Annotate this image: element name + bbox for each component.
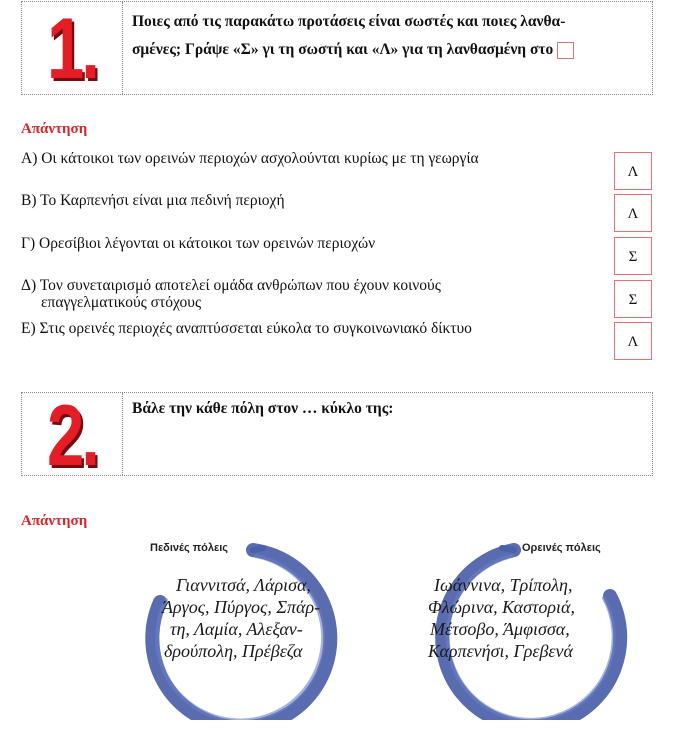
plain-city-line: Γιαννιτσά, Λάρισα, xyxy=(176,575,311,595)
task-2-divider xyxy=(122,393,123,475)
answer-box-sample xyxy=(557,42,574,59)
mountain-city-line: Φλώρινα, Καστοριά, xyxy=(428,597,575,617)
task-2-instructions: Βάλε την κάθε πόλη στον … κύκλο της: xyxy=(132,400,394,417)
task-1-line-2: σμένες; Γράψε «Σ» γι τη σωστή και «Λ» για τη λανθασμένη στο xyxy=(132,36,642,64)
mountain-city-line: Μέτσοβο, Άμφισσα, xyxy=(430,619,570,639)
statement-a: Α) Οι κάτοικοι των ορεινών περιοχών ασχολούνται κυρίως με τη γεωργία xyxy=(21,150,479,167)
task-1-instructions xyxy=(132,8,642,64)
answer-label-2: Απάντηση xyxy=(21,513,88,529)
mountain-cities-list xyxy=(428,574,575,662)
task-2-box xyxy=(21,388,653,484)
task-1-box xyxy=(21,1,653,95)
task-1-number: 1. xyxy=(47,1,97,97)
mountain-cities-circle xyxy=(414,530,636,752)
mountain-city-line: Καρπενήσι, Γρεβενά xyxy=(428,641,573,661)
answer-box-d[interactable]: Σ xyxy=(614,280,652,318)
statement-c: Γ) Ορεσίβιοι λέγονται οι κάτοικοι των ορεινών περιοχών xyxy=(21,235,376,252)
mountain-cities-title: Ορεινές πόλεις xyxy=(522,542,601,554)
task-1-divider xyxy=(122,2,123,94)
plain-cities-list xyxy=(162,574,320,662)
statement-d xyxy=(21,277,581,311)
task-2-number: 2. xyxy=(47,388,97,484)
answer-box-c[interactable]: Σ xyxy=(614,237,652,275)
answer-box-a[interactable]: Λ xyxy=(614,152,652,190)
task-1-line-1: Ποιες από τις παρακάτω προτάσεις είναι σωστές και ποιες λανθα- xyxy=(132,13,566,30)
statement-d-line-2: επαγγελματικούς στόχους xyxy=(41,294,202,311)
plain-cities-title: Πεδινές πόλεις xyxy=(150,542,229,554)
plain-cities-circle xyxy=(138,530,360,752)
statement-e: Ε) Στις ορεινές περιοχές αναπτύσσεται εύκολα το συγκοινωνιακό δίκτυο xyxy=(21,320,472,337)
plain-city-line: τη, Λαμία, Αλεξαν- xyxy=(170,619,303,639)
answer-box-e[interactable]: Λ xyxy=(614,322,652,360)
plain-city-line: δρούπολη, Πρέβεζα xyxy=(164,641,303,661)
answer-box-b[interactable]: Λ xyxy=(614,194,652,232)
statement-b: Β) Το Καρπενήσι είναι μια πεδινή περιοχή xyxy=(21,192,285,209)
mountain-city-line: Ιωάννινα, Τρίπολη, xyxy=(434,575,573,595)
plain-city-line: Άργος, Πύργος, Σπάρ- xyxy=(162,597,321,617)
statement-d-line-1: Δ) Τον συνεταιρισμό αποτελεί ομάδα ανθρώπων που έχουν κοινούς xyxy=(21,277,441,294)
answer-label-1: Απάντηση xyxy=(21,121,88,137)
